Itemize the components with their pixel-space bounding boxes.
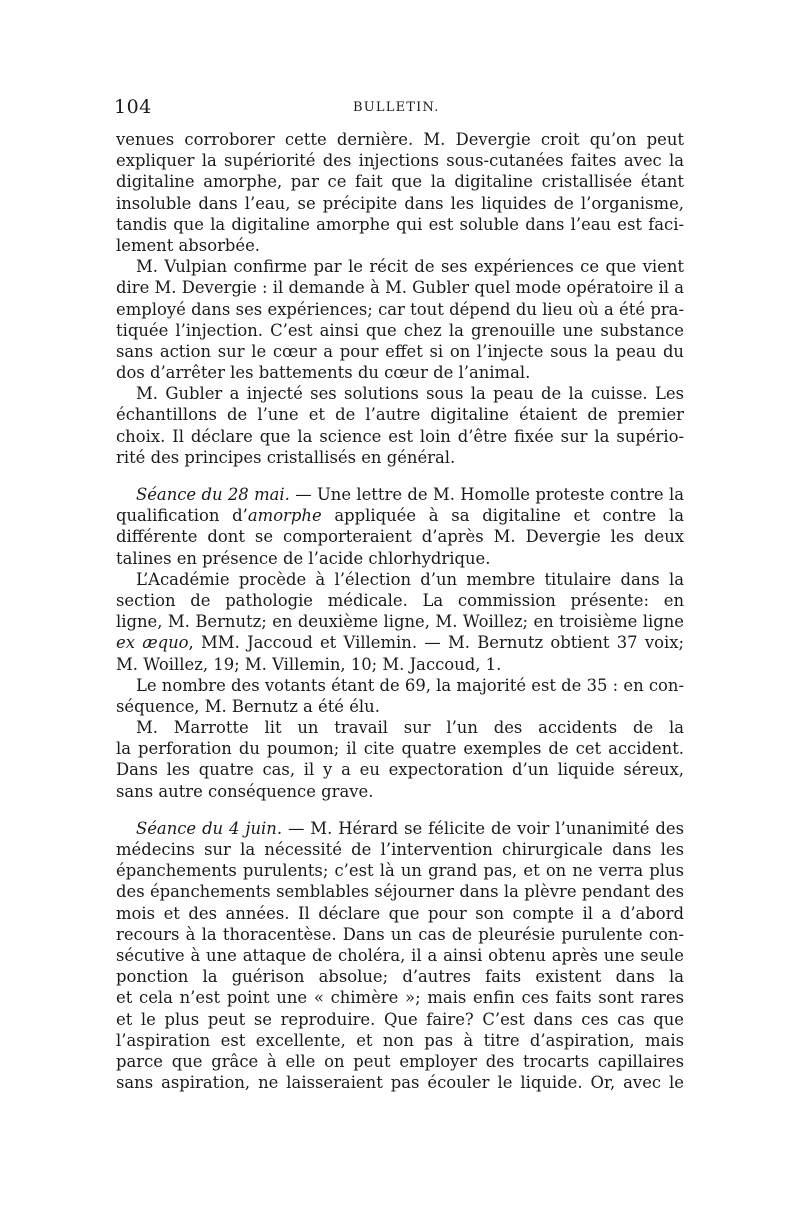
paragraph [116, 129, 684, 256]
text-line: M. Marrotte lit un travail sur l’un des accidents de la [136, 718, 684, 738]
text-line: qualification d’amorphe appliquée à sa digitaline et contre la [116, 506, 684, 526]
text-line: M. Gubler a injecté ses solutions sous la peau de la cuisse. Les [136, 384, 684, 404]
paragraph [116, 256, 684, 383]
text-line: différente dont se comporteraient d’après M. Devergie les deux [116, 527, 684, 547]
paragraph [116, 675, 684, 717]
text-line: échantillons de l’une et de l’autre digitaline étaient de premier [116, 405, 684, 425]
text-line: choix. Il déclare que la science est loin d’être fixée sur la supério- [116, 426, 684, 446]
text-line: parce que grâce à elle on peut employer des trocarts capillaires [116, 1051, 684, 1071]
text-line: sécutive à une attaque de choléra, il a ainsi obtenu après une seule [116, 945, 684, 965]
text-line: Séance du 28 mai. — Une lettre de M. Homolle proteste contre la [136, 485, 684, 504]
text-line: M. Vulpian confirme par le récit de ses expériences ce que vient [136, 257, 684, 277]
session-heading: Séance du 28 mai. [136, 485, 290, 504]
paragraph [116, 383, 684, 468]
text-line: sans autre conséquence grave. [116, 781, 374, 801]
text-line: séquence, M. Bernutz a été élu. [116, 696, 380, 716]
text-line: mois et des années. Il déclare que pour son compte il a d’abord [116, 903, 684, 923]
text-line: digitaline amorphe, par ce fait que la digitaline cristallisée étant [116, 172, 684, 192]
text-line: médecins sur la nécessité de l’intervention chirurgicale dans les [116, 840, 684, 859]
text-line: ponction la guérison absolue; d’autres faits existent dans la [116, 967, 684, 987]
text-line: insoluble dans l’eau, se précipite dans les liquides de l’organisme, [116, 193, 684, 213]
text-line: tiquée l’injection. C’est ainsi que chez la grenouille une substance [116, 320, 684, 340]
text-line: épanchements purulents; c’est là un grand pas, et on ne verra plus [116, 861, 684, 881]
text-line: et le plus peut se reproduire. Que faire? C’est dans ces cas que [116, 1009, 684, 1029]
text-line: section de pathologie médicale. La commission présente: en [116, 590, 684, 610]
text-line: dos d’arrêter les battements du cœur de l’animal. [116, 363, 531, 383]
running-head: BULLETIN. [353, 100, 440, 115]
paragraph [116, 818, 684, 1093]
text-line: et cela n’est point une « chimère »; mais enfin ces faits sont rares [116, 988, 684, 1008]
text-line: dire M. Devergie : il demande à M. Gubler quel mode opératoire il a [116, 278, 684, 298]
text-line: Dans les quatre cas, il y a eu expectoration d’un liquide séreux, [116, 760, 684, 780]
text-line: expliquer la supériorité des injections sous-cutanées faites avec la [116, 151, 684, 171]
paragraph [116, 717, 684, 802]
text-line: sans action sur le cœur a pour effet si on l’injecte sous la peau du [116, 341, 684, 361]
text-line: L’Académie procède à l’élection d’un membre titulaire dans la [136, 569, 684, 589]
text-line: rité des principes cristallisés en général. [116, 447, 456, 467]
page-number: 104 [114, 96, 152, 118]
text-line: Le nombre des votants étant de 69, la majorité est de 35 : en con- [136, 675, 684, 695]
text-line: l’aspiration est excellente, et non pas à titre d’aspiration, mais [116, 1030, 684, 1050]
text-line: recours à la thoracentèse. Dans un cas de pleurésie purulente con- [116, 924, 684, 944]
text-line: employé dans ses expériences; car tout dépend du lieu où a été pra- [116, 299, 684, 319]
text-line: M. Woillez, 19; M. Villemin, 10; M. Jaccoud, 1. [116, 654, 502, 674]
text-line: Séance du 4 juin. — M. Hérard se félicite de voir l’unanimité des [136, 818, 684, 838]
paragraph [116, 484, 684, 569]
text-line: venues corroborer cette dernière. M. Devergie croit qu’on peut [116, 130, 684, 149]
session-heading: Séance du 4 juin. [136, 818, 283, 838]
page-header [114, 96, 684, 120]
text-line: talines en présence de l’acide chlorhydrique. [116, 548, 491, 568]
text-line: des épanchements semblables séjourner dans la plèvre pendant des [116, 882, 684, 902]
text-line: la perforation du poumon; il cite quatre exemples de cet accident. [116, 739, 684, 759]
text-line: tandis que la digitaline amorphe qui est soluble dans l’eau est faci- [116, 214, 684, 234]
text-line: sans aspiration, ne laisseraient pas écouler le liquide. Or, avec le [116, 1073, 684, 1093]
paragraph [116, 569, 684, 675]
text-line: ex æquo, MM. Jaccoud et Villemin. — M. Bernutz obtient 37 voix; [116, 633, 684, 653]
text-line: ligne, M. Bernutz; en deuxième ligne, M. Woillez; en troisième ligne [116, 612, 684, 632]
page-body [116, 129, 684, 1093]
text-line: lement absorbée. [116, 235, 261, 255]
